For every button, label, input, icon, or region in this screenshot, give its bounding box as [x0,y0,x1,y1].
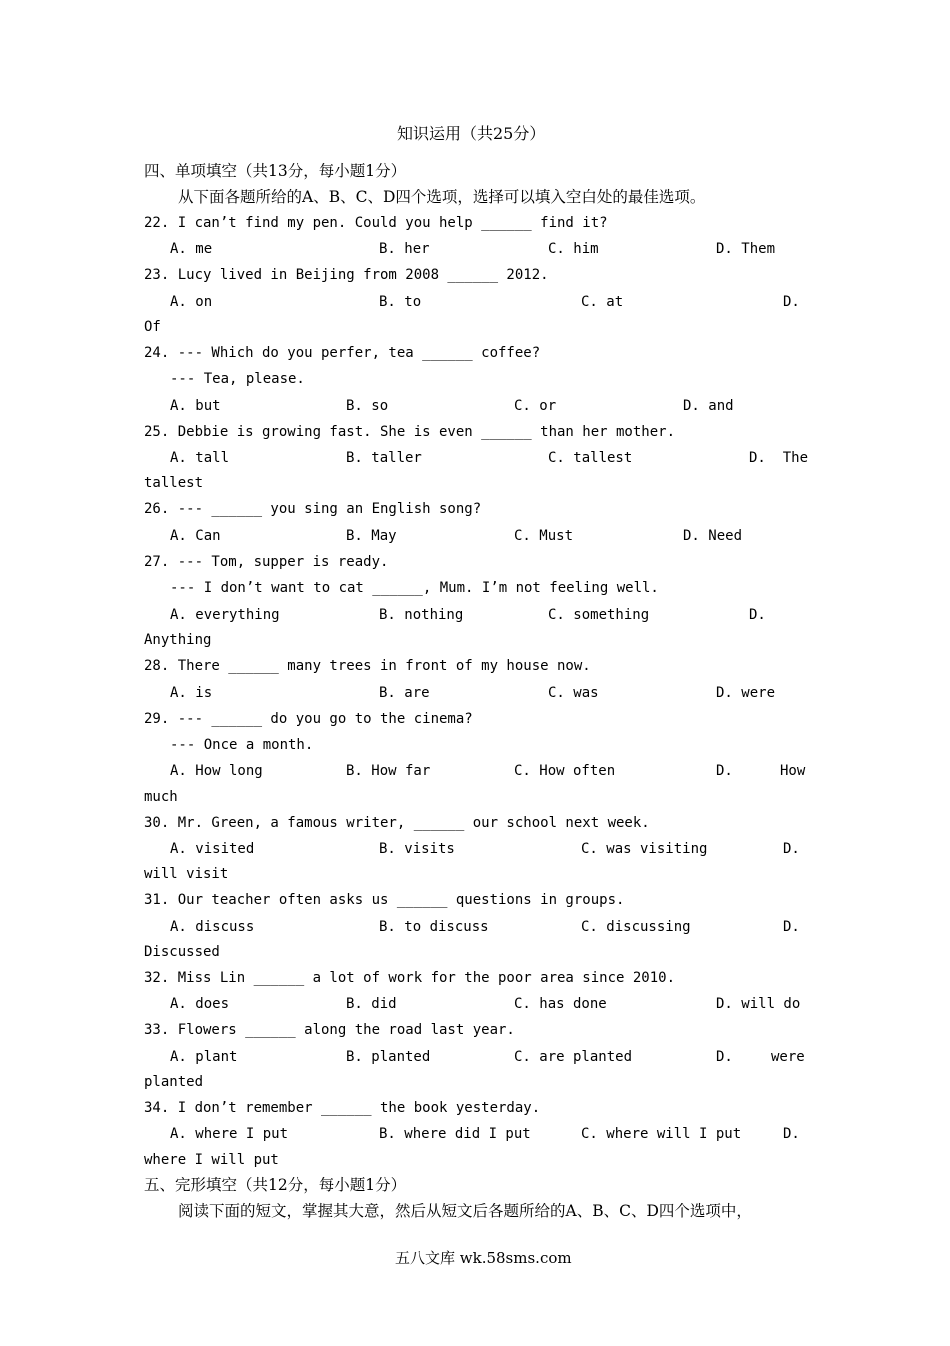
option: B. May [346,528,397,544]
part4-instruction: 从下面各题所给的A、B、C、D四个选项，选择可以填入空白处的最佳选项。 [178,188,706,206]
option: D. [716,1049,733,1065]
option: A. discuss [170,919,255,935]
option: were [771,1049,805,1065]
option: D. [783,1126,800,1142]
question-reply: --- Once a month. [170,737,314,753]
option-wrap: where I will put [144,1152,279,1168]
option: A. where I put [170,1126,289,1142]
option-wrap: planted [144,1074,204,1090]
option: B. so [346,398,389,414]
option-wrap: Discussed [144,944,220,960]
option: B. planted [346,1049,431,1065]
option: D. Them [716,241,776,257]
option: C. at [581,294,624,310]
page-footer: 五八文库 wk.58sms.com [395,1249,572,1267]
option: C. him [548,241,599,257]
option-wrap: tallest [144,475,204,491]
option: C. are planted [514,1049,633,1065]
option: A. on [170,294,213,310]
option: C. discussing [581,919,691,935]
option: D. [783,841,800,857]
option: B. How far [346,763,431,779]
option-wrap: will visit [144,866,229,882]
part5-heading: 五、完形填空（共12分，每小题1分） [144,1176,407,1194]
option: D. were [716,685,776,701]
question-stem: 29. --- ______ do you go to the cinema? [144,711,473,727]
question-stem: 34. I don’t remember ______ the book yesterday. [144,1100,541,1116]
question-stem: 22. I can’t find my pen. Could you help ______ find it? [144,215,608,231]
option: A. does [170,996,230,1012]
option-wrap: Of [144,319,161,335]
option: B. her [379,241,430,257]
question-stem: 24. --- Which do you perfer, tea ______ coffee? [144,345,541,361]
option: B. to discuss [379,919,489,935]
option: C. where will I put [581,1126,742,1142]
option: C. tallest [548,450,633,466]
option-wrap: Anything [144,632,212,648]
option: D. The [749,450,809,466]
option: A. How long [170,763,263,779]
part5-instruction: 阅读下面的短文，掌握其大意，然后从短文后各题所给的A、B、C、D四个选项中， [178,1202,752,1220]
option: D. [749,607,766,623]
option: D. Need [683,528,743,544]
question-stem: 26. --- ______ you sing an English song? [144,501,482,517]
question-stem: 23. Lucy lived in Beijing from 2008 ______ 2012. [144,267,549,283]
option: C. was [548,685,599,701]
option: C. How often [514,763,616,779]
option: B. nothing [379,607,464,623]
question-stem: 31. Our teacher often asks us ______ questions in groups. [144,892,625,908]
question-stem: 30. Mr. Green, a famous writer, ______ our school next week. [144,815,650,831]
question-reply: --- Tea, please. [170,371,305,387]
option: B. where did I put [379,1126,531,1142]
option: A. plant [170,1049,238,1065]
option: How [780,763,806,779]
option: C. or [514,398,557,414]
option: A. everything [170,607,280,623]
option: B. are [379,685,430,701]
section-title: 知识运用（共25分） [397,124,546,143]
option: D. [783,919,800,935]
part4-heading: 四、单项填空（共13分，每小题1分） [144,162,407,180]
question-stem: 25. Debbie is growing fast. She is even ______ than her mother. [144,424,676,440]
question-stem: 33. Flowers ______ along the road last year. [144,1022,515,1038]
option: A. is [170,685,213,701]
option: C. has done [514,996,607,1012]
option: A. but [170,398,221,414]
option: D. will do [716,996,801,1012]
question-stem: 27. --- Tom, supper is ready. [144,554,389,570]
option: D. [783,294,800,310]
option: A. Can [170,528,221,544]
option: C. was visiting [581,841,708,857]
option: D. [716,763,733,779]
option-wrap: much [144,789,178,805]
option: C. something [548,607,650,623]
option: B. to [379,294,422,310]
option: A. me [170,241,213,257]
option: C. Must [514,528,574,544]
option: D. and [683,398,734,414]
option: B. did [346,996,397,1012]
option: B. visits [379,841,455,857]
question-stem: 32. Miss Lin ______ a lot of work for the poor area since 2010. [144,970,676,986]
option: B. taller [346,450,422,466]
question-stem: 28. There ______ many trees in front of my house now. [144,658,591,674]
question-reply: --- I don’t want to cat ______, Mum. I’m not feeling well. [170,580,659,596]
option: A. tall [170,450,230,466]
option: A. visited [170,841,255,857]
